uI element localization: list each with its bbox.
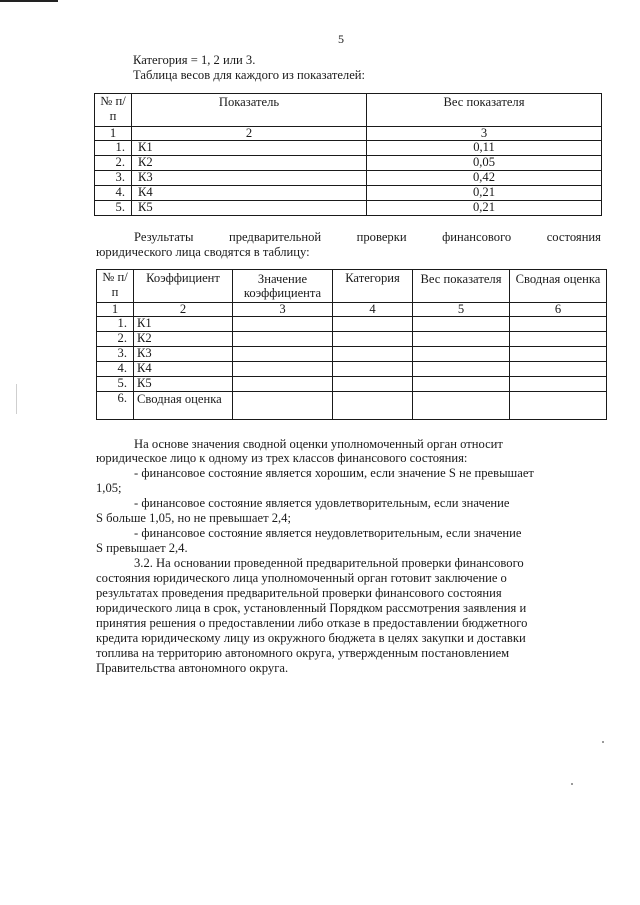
weights-table <box>94 93 602 216</box>
scan-top-line <box>0 0 58 2</box>
header-cell: Вес показателя <box>367 94 602 127</box>
section-3-2-line: юридического лица в срок, установленный Порядком рассмотрения заявления и <box>96 601 527 615</box>
word: Результаты <box>134 230 194 244</box>
table-row <box>95 141 602 156</box>
indicator-cell: К4 <box>132 186 367 201</box>
weight-cell: 0,11 <box>367 141 602 156</box>
section-3-2-line: топлива на территорию автономного округа, утвержденным постановлением <box>96 646 510 660</box>
row-number: 4. <box>95 186 132 201</box>
empty-cell <box>413 377 510 392</box>
results-intro-line2: юридического лица сводятся в таблицу: <box>96 245 310 259</box>
row-number: 6. <box>97 392 134 420</box>
section-3-2-line: состояния юридического лица уполномоченный орган готовит заключение о <box>96 571 507 585</box>
indicator-cell: К2 <box>132 156 367 171</box>
row-number: 2. <box>95 156 132 171</box>
table-header-row <box>95 94 602 127</box>
coefficient-cell: К4 <box>134 362 233 377</box>
header-cell: Значение коэффициента <box>233 270 333 303</box>
weights-caption: Таблица весов для каждого из показателей: <box>133 68 366 82</box>
row-number: 2. <box>97 332 134 347</box>
row-number: 3. <box>97 347 134 362</box>
empty-cell <box>233 362 333 377</box>
empty-cell <box>413 347 510 362</box>
empty-cell <box>510 362 607 377</box>
bullet-line: - финансовое состояние является хорошим, если значение S не превышает <box>134 466 534 480</box>
empty-cell <box>333 362 413 377</box>
empty-cell <box>510 332 607 347</box>
scan-dot <box>602 741 604 743</box>
empty-cell <box>333 392 413 420</box>
table-header-row <box>97 270 607 303</box>
header-cell: Показатель <box>132 94 367 127</box>
header-cell: Коэффициент <box>134 270 233 303</box>
numbering-cell: 6 <box>510 303 607 317</box>
numbering-cell: 1 <box>95 127 132 141</box>
numbering-cell: 3 <box>367 127 602 141</box>
section-3-2-line: кредита юридическому лицу из окружного бюджета в целях закупки и доставки <box>96 631 526 645</box>
header-cell: Вес показателя <box>413 270 510 303</box>
empty-cell <box>333 377 413 392</box>
row-number: 1. <box>95 141 132 156</box>
header-cell: № п/п <box>97 270 134 303</box>
weight-cell: 0,21 <box>367 201 602 216</box>
table-row <box>95 171 602 186</box>
section-3-2-line: Правительства автономного округа. <box>96 661 289 675</box>
page-number: 5 <box>338 32 344 46</box>
word: финансового <box>442 230 512 244</box>
paragraph-line: юридическое лицо к одному из трех классов финансового состояния: <box>96 451 468 465</box>
bullet-line: S превышает 2,4. <box>96 541 188 555</box>
table-row <box>95 186 602 201</box>
row-number: 4. <box>97 362 134 377</box>
bullet-line: - финансовое состояние является неудовлетворительным, если значение <box>134 526 522 540</box>
paragraph-line: На основе значения сводной оценки уполномоченный орган относит <box>134 437 503 451</box>
table-row <box>97 317 607 332</box>
empty-cell <box>413 317 510 332</box>
empty-cell <box>233 317 333 332</box>
section-3-2-line: принятия решения о предоставлении либо отказе в предоставлении бюджетного <box>96 616 528 630</box>
coefficient-cell: К5 <box>134 377 233 392</box>
empty-cell <box>233 332 333 347</box>
coefficient-cell: К3 <box>134 347 233 362</box>
weight-cell: 0,05 <box>367 156 602 171</box>
empty-cell <box>510 377 607 392</box>
scan-dot <box>571 783 573 785</box>
scan-dot <box>16 384 17 414</box>
numbering-cell: 5 <box>413 303 510 317</box>
indicator-cell: К1 <box>132 141 367 156</box>
indicator-cell: К5 <box>132 201 367 216</box>
category-line: Категория = 1, 2 или 3. <box>133 53 256 67</box>
section-3-2-line: результатах проведения предварительной проверки финансового состояния <box>96 586 502 600</box>
header-cell: Категория <box>333 270 413 303</box>
numbering-cell: 1 <box>97 303 134 317</box>
table-row <box>97 392 607 420</box>
table-row <box>97 377 607 392</box>
results-table <box>96 269 607 420</box>
empty-cell <box>333 332 413 347</box>
numbering-cell: 2 <box>132 127 367 141</box>
empty-cell <box>413 362 510 377</box>
weight-cell: 0,42 <box>367 171 602 186</box>
word: предварительной <box>228 230 322 244</box>
numbering-cell: 4 <box>333 303 413 317</box>
table-row <box>97 362 607 377</box>
word: проверки <box>356 230 407 244</box>
empty-cell <box>413 392 510 420</box>
empty-cell <box>510 347 607 362</box>
numbering-cell: 3 <box>233 303 333 317</box>
bullet-line: - финансовое состояние является удовлетворительным, если значение <box>134 496 510 510</box>
empty-cell <box>233 347 333 362</box>
weight-cell: 0,21 <box>367 186 602 201</box>
empty-cell <box>233 377 333 392</box>
empty-cell <box>510 317 607 332</box>
empty-cell <box>333 317 413 332</box>
coefficient-cell: Сводная оценка <box>134 392 233 420</box>
empty-cell <box>413 332 510 347</box>
row-number: 5. <box>97 377 134 392</box>
header-cell: Сводная оценка <box>510 270 607 303</box>
empty-cell <box>510 392 607 420</box>
header-cell: № п/п <box>95 94 132 127</box>
empty-cell <box>333 347 413 362</box>
table-row <box>97 332 607 347</box>
table-row <box>95 156 602 171</box>
section-3-2-line: 3.2. На основании проведенной предварительной проверки финансового <box>134 556 524 570</box>
table-numbering-row <box>95 127 602 141</box>
bullet-line: S больше 1,05, но не превышает 2,4; <box>96 511 291 525</box>
row-number: 3. <box>95 171 132 186</box>
coefficient-cell: К1 <box>134 317 233 332</box>
results-intro-line1 <box>134 230 601 245</box>
empty-cell <box>233 392 333 420</box>
word: состояния <box>546 230 601 244</box>
row-number: 5. <box>95 201 132 216</box>
numbering-cell: 2 <box>134 303 233 317</box>
table-numbering-row <box>97 303 607 317</box>
table-row <box>95 201 602 216</box>
table-row <box>97 347 607 362</box>
indicator-cell: К3 <box>132 171 367 186</box>
coefficient-cell: К2 <box>134 332 233 347</box>
row-number: 1. <box>97 317 134 332</box>
bullet-line: 1,05; <box>96 481 122 495</box>
